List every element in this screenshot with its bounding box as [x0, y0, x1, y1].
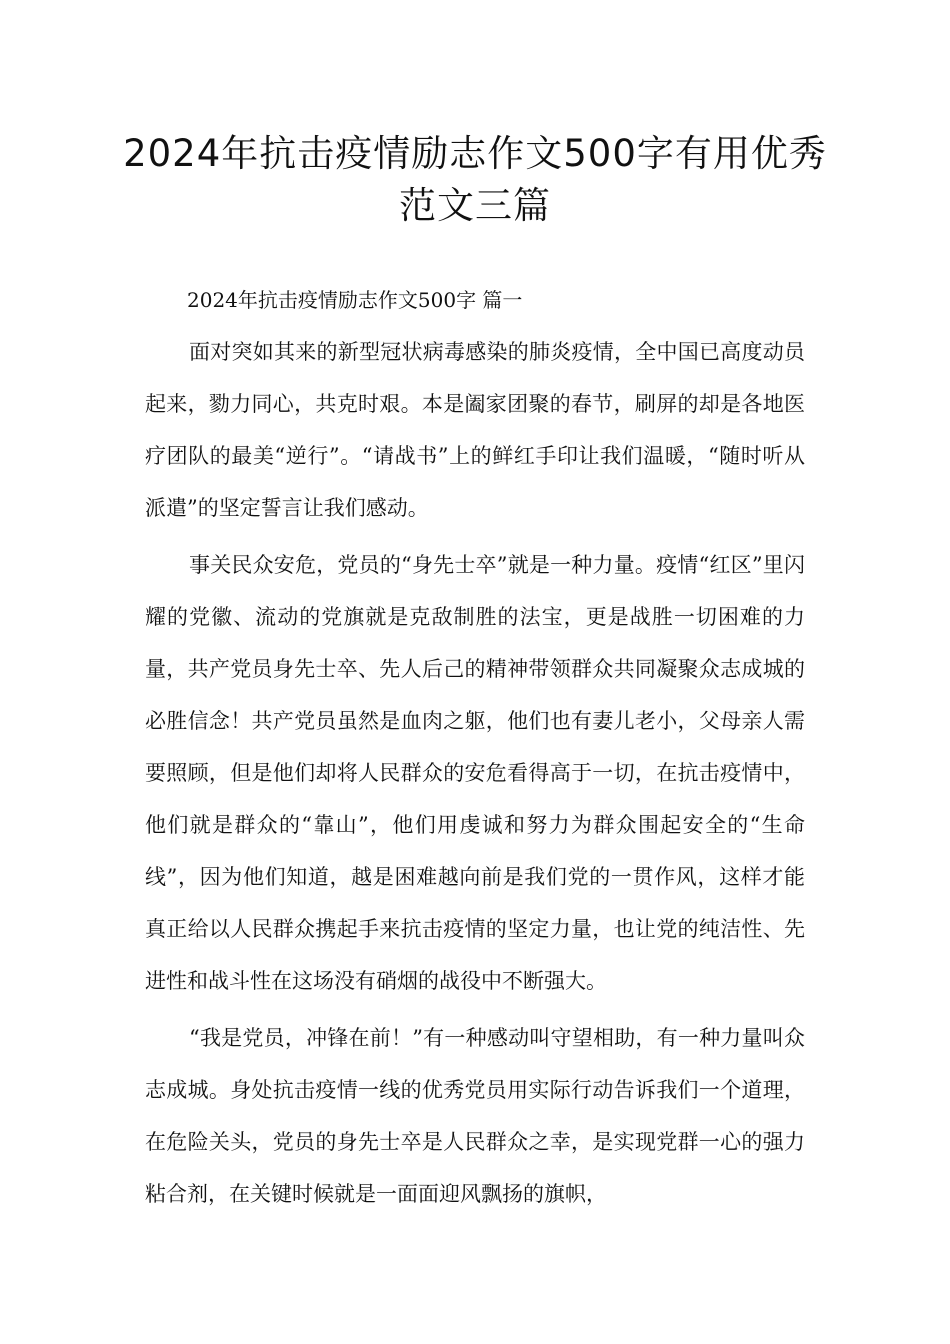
paragraph-3: “我是党员，冲锋在前！”有一种感动叫守望相助，有一种力量叫众志成城。身处抗击疫情一线的优秀党员用实际行动告诉我们一个道理，在危险关头，党员的身先士卒是人民群众之幸，是实现党群一心的强力粘合剂，在关键时候就是一面面迎风飘扬的旗帜， [145, 1026, 805, 1206]
document-title: 2024年抗击疫情励志作文500字有用优秀范文三篇 [123, 132, 827, 227]
document-body [145, 326, 805, 1225]
section-heading: 2024年抗击疫情励志作文500字 篇一 [187, 288, 523, 312]
paragraph-2: 事关民众安危，党员的“身先士卒”就是一种力量。疫情“红区”里闪耀的党徽、流动的党旗就是克敌制胜的法宝，更是战胜一切困难的力量，共产党员身先士卒、先人后己的精神带领群众共同凝聚众志成城的必胜信念！共产党员虽然是血肉之躯，他们也有妻儿老小，父母亲人需要照顾，但是他们却将人民群众的安危看得高于一切，在抗击疫情中，他们就是群众的“靠山”，他们用虔诚和努力为群众围起安全的“生命线”，因为他们知道，越是困难越向前是我们党的一贯作风，这样才能真正给以人民群众携起手来抗击疫情的坚定力量，也让党的纯洁性、先进性和战斗性在这场没有硝烟的战役中不断强大。 [145, 553, 805, 993]
paragraph-1: 面对突如其来的新型冠状病毒感染的肺炎疫情，全中国已高度动员起来，勠力同心，共克时艰。本是阖家团聚的春节，刷屏的却是各地医疗团队的最美“逆行”。“请战书”上的鲜红手印让我们温暖，“随时听从派遣”的坚定誓言让我们感动。 [145, 340, 805, 520]
